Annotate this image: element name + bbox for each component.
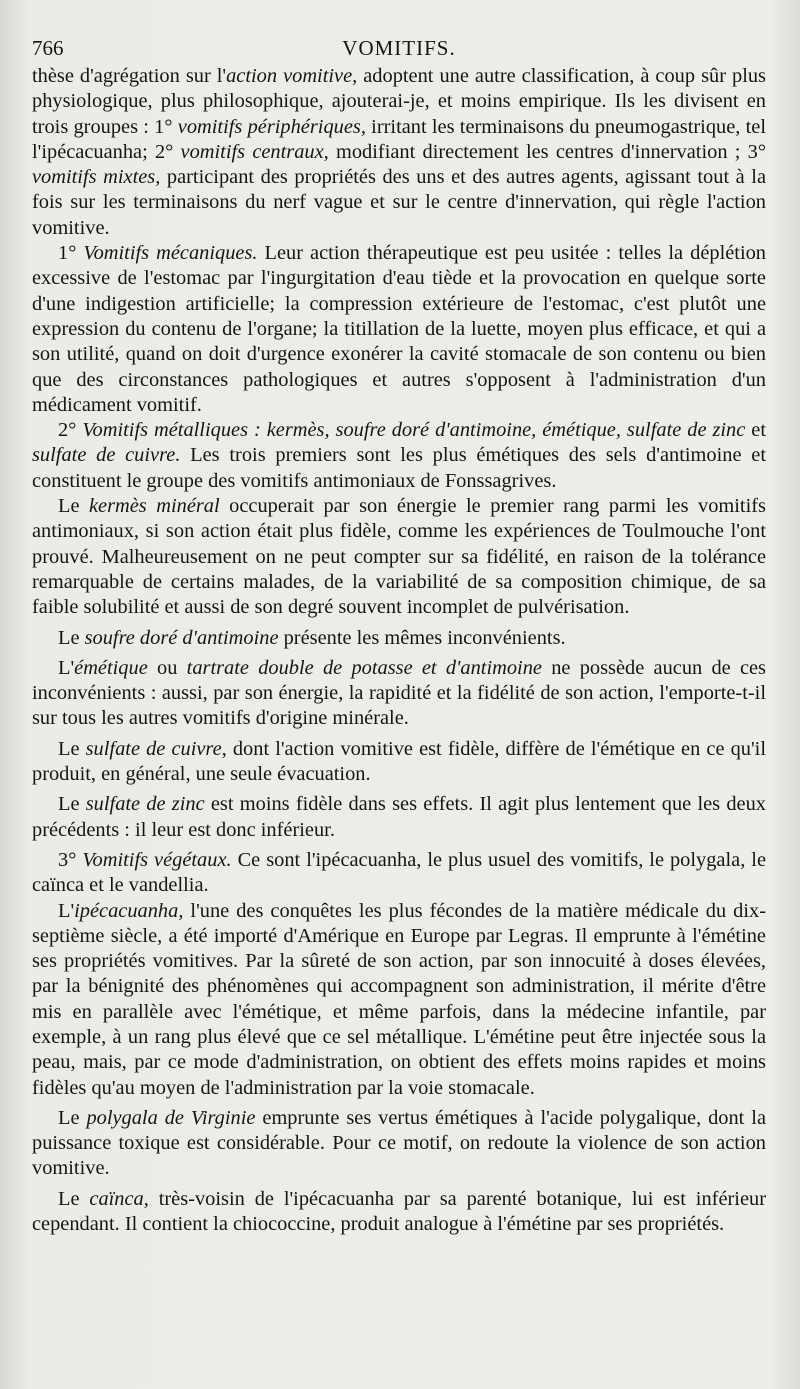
text-run: Ce sont l'ipécacuanha, le plus usuel des vomitifs, le polygala, le caïnca et le vandellia. (32, 848, 766, 897)
running-title: VOMITIFS. (342, 36, 456, 60)
text-run: modifiant directement les centres d'innervation ; 3° (328, 140, 766, 163)
paragraph (32, 792, 766, 843)
italic-term: action vomitive, (226, 65, 358, 87)
text-run: l'une des conquêtes les plus fécondes de la matière médicale du dix-septième siècle, a été importé d'Amérique en Europe par Legras. Il emprunte à l'émétine ses propriétés vomitives. Par la sûreté de son action, par son innocuité à doses élevées, par la bénignité des phénomènes qui accompagnent son administration, il mérite d'être mis en parallèle avec l'émétique, et même parfois, dans la médecine infantile, par exemple, à un rang plus élevé que ce sel métallique. L'émétine peut être injectée sous la peau, mais, par ce mode d'administration, on obtient des effets moins rapides et moins fidèles qu'au moyen de l'administration par la voie stomacale. (32, 899, 766, 1099)
italic-term: polygala de Virginie (86, 1106, 256, 1129)
text-run: 2° (58, 419, 83, 442)
text-run: Le (58, 1187, 90, 1210)
paragraph (32, 737, 766, 788)
text-run: adoptent une autre classification, à coup sûr plus physiologique, plus philosophique, ajouterai-je, et moins empirique. Ils les divisent en trois groupes : 1° (32, 65, 766, 138)
paragraph (32, 241, 766, 418)
italic-term: tartrate double de potasse et d'antimoine (186, 656, 542, 679)
text-run: Le (58, 737, 86, 760)
text-run: et (745, 419, 766, 442)
italic-term: sulfate de cuivre, (85, 737, 227, 760)
italic-term: Vomitifs métalliques : kermès, soufre doré d'antimoine, émétique, sulfate de zinc (82, 419, 746, 442)
paragraph (32, 899, 766, 1101)
italic-term: soufre doré d'antimoine (84, 626, 279, 649)
italic-term: vomitifs mixtes, (32, 166, 161, 189)
text-run: participant des propriétés des uns et des autres agents, agissant tout à la fois sur les terminaisons du nerf vague et sur le centre d'innervation, qui règle l'action vomitive. (32, 166, 766, 239)
text-run: Les trois premiers sont les plus émétiques des sels d'antimoine et constituent le groupe des vomitifs antimoniaux de Fonssagrives. (32, 444, 766, 492)
text-run: ou (147, 656, 187, 679)
text-run: Le (58, 626, 85, 649)
paragraph (32, 418, 766, 494)
italic-term: émétique (74, 656, 148, 679)
page-header (32, 30, 766, 64)
text-run: dont l'action vomitive est fidèle, diffère de l'émétique en ce qu'il produit, en général, une seule évacuation. (32, 737, 767, 786)
text-run: L' (58, 899, 75, 922)
text-run: présente les mêmes inconvénients. (278, 626, 566, 649)
text-run: L' (58, 656, 75, 679)
italic-term: Vomitifs mécaniques. (83, 242, 258, 265)
paragraph (32, 626, 766, 651)
text-run: ne possède aucun de ces inconvénients : aussi, par son énergie, la rapidité et la fidélité de son action, l'emporte-t-il sur tous les autres vomitifs d'origine minérale. (32, 656, 766, 730)
text-run: Leur action thérapeutique est peu usitée : telles la déplétion excessive de l'estomac par l'ingurgitation d'eau tiède et la provocation en quelque sorte d'une indigestion artificielle; la compression extérieure de l'estomac, c'est plutôt une expression du contenu de l'organe; la titillation de la luette, moyen plus efficace, et qui a son utilité, quand on doit d'urgence exonérer la cavité stomacale de son contenu ou bien que des circonstances pathologiques et autres s'opposent à l'administration d'un médicament vomitif. (32, 242, 767, 416)
text-run: Le (58, 793, 86, 816)
paragraph (32, 1187, 766, 1238)
paragraph (32, 494, 766, 620)
italic-term: vomitifs centraux, (180, 140, 329, 163)
italic-term: Vomitifs végétaux. (82, 848, 232, 871)
text-run: Le (58, 1106, 87, 1129)
italic-term: ipécacuanha, (74, 899, 184, 922)
paragraph (32, 1106, 766, 1182)
text-run: irritant les terminaisons du pneumogastrique, tel l'ipécacuanha; 2° (32, 115, 766, 163)
text-run: 3° (58, 848, 83, 871)
body-text (32, 64, 766, 1237)
italic-term: caïnca, (89, 1187, 149, 1210)
text-run: Le (58, 495, 89, 518)
text-run: 1° (58, 242, 84, 265)
text-run: est moins fidèle dans ses effets. Il agit plus lentement que les deux précédents : il leur est donc inférieur. (32, 793, 766, 841)
italic-term: kermès minéral (89, 495, 220, 518)
paragraph (32, 64, 766, 241)
paragraph (32, 848, 766, 899)
text-run: très-voisin de l'ipécacuanha par sa parenté botanique, lui est inférieur cependant. Il contient la chiococcine, produit analogue à l'émétine par ses propriétés. (32, 1187, 766, 1236)
paragraph (32, 656, 766, 732)
italic-term: vomitifs périphériques, (177, 115, 366, 138)
italic-term: sulfate de cuivre. (32, 444, 181, 467)
italic-term: sulfate de zinc (85, 793, 205, 816)
text-run: thèse d'agrégation sur l' (32, 65, 227, 87)
text-run: occuperait par son énergie le premier rang parmi les vomitifs antimoniaux, si son action était plus fidèle, comme les expériences de Toulmouche l'ont prouvé. Malheureusement on ne peut compter sur sa fidélité, en raison de la tolérance remarquable de certains malades, de la variabilité de sa composition chimique, de sa faible solubilité et aussi de son degré souvent incomplet de pulvérisation. (32, 495, 766, 619)
page-number: 766 (32, 36, 64, 60)
text-run: emprunte ses vertus émétiques à l'acide polygalique, dont la puissance toxique est considérable. Pour ce motif, on redoute la violence de son action vomitive. (32, 1106, 766, 1180)
